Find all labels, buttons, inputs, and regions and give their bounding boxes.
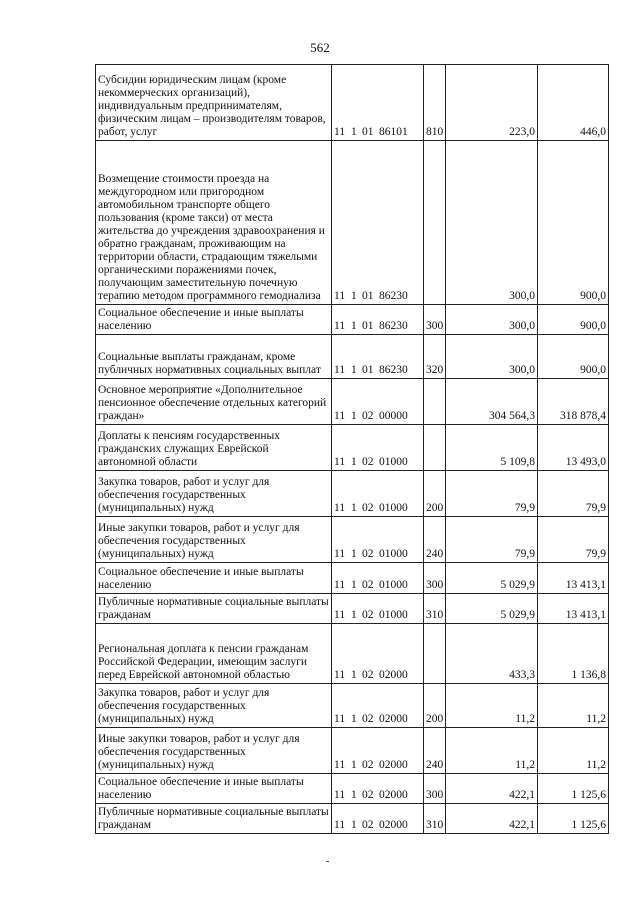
row-expense-type: 810 — [424, 65, 446, 141]
table-row — [96, 728, 609, 774]
table-row — [96, 65, 609, 141]
row-value-2: 13 493,0 — [538, 425, 609, 471]
row-expense-type: 200 — [424, 471, 446, 517]
row-value-2: 13 413,1 — [538, 563, 609, 594]
row-value-1: 300,0 — [446, 305, 538, 335]
table-row — [96, 425, 609, 471]
table-row — [96, 594, 609, 624]
row-value-2: 900,0 — [538, 141, 609, 305]
row-value-2: 79,9 — [538, 471, 609, 517]
row-value-2: 900,0 — [538, 305, 609, 335]
budget-table-body — [96, 65, 609, 834]
row-expense-type: 310 — [424, 594, 446, 624]
row-name: Социальное обеспечение и иные выплаты населению — [96, 563, 332, 594]
row-name: Закупка товаров, работ и услуг для обеспечения государственных (муниципальных) нужд — [96, 684, 332, 728]
row-name: Субсидии юридическим лицам (кроме некоммерческих организаций), индивидуальным предпринимателям, физическим лицам – производителям товаров, работ, услуг — [96, 65, 332, 141]
row-name: Основное мероприятие «Дополнительное пенсионное обеспечение отдельных категорий граждан» — [96, 379, 332, 425]
row-code: 11 1 02 01000 — [332, 594, 424, 624]
row-expense-type: 300 — [424, 563, 446, 594]
table-row — [96, 517, 609, 563]
row-expense-type: 200 — [424, 684, 446, 728]
row-value-1: 223,0 — [446, 65, 538, 141]
row-value-1: 5 029,9 — [446, 563, 538, 594]
row-code: 11 1 02 02000 — [332, 624, 424, 684]
table-row — [96, 804, 609, 834]
table-row — [96, 684, 609, 728]
budget-table — [95, 64, 609, 834]
table-row — [96, 335, 609, 379]
row-value-2: 11,2 — [538, 684, 609, 728]
row-code: 11 1 02 01000 — [332, 471, 424, 517]
row-code: 11 1 01 86101 — [332, 65, 424, 141]
row-expense-type: 320 — [424, 335, 446, 379]
row-expense-type — [424, 141, 446, 305]
row-value-1: 300,0 — [446, 335, 538, 379]
row-value-1: 300,0 — [446, 141, 538, 305]
row-code: 11 1 01 86230 — [332, 141, 424, 305]
footer-mark: - — [326, 856, 330, 867]
row-expense-type — [424, 425, 446, 471]
row-value-2: 318 878,4 — [538, 379, 609, 425]
row-name: Социальные выплаты гражданам, кроме публичных нормативных социальных выплат — [96, 335, 332, 379]
row-value-2: 79,9 — [538, 517, 609, 563]
row-name: Возмещение стоимости проезда на междугородном или пригородном автомобильном транспорте общего пользования (кроме такси) от места жительства до учреждения здравоохранения и обратно гражданам, проживающим на территории области, страдающим тяжелыми органическими поражениями почек, получающим заместительную почечную терапию методом программного гемодиализа — [96, 141, 332, 305]
table-row — [96, 774, 609, 804]
row-value-2: 1 136,8 — [538, 624, 609, 684]
row-name: Закупка товаров, работ и услуг для обеспечения государственных (муниципальных) нужд — [96, 471, 332, 517]
row-name: Доплаты к пенсиям государственных гражданских служащих Еврейской автономной области — [96, 425, 332, 471]
row-value-1: 304 564,3 — [446, 379, 538, 425]
row-value-1: 422,1 — [446, 774, 538, 804]
row-value-1: 79,9 — [446, 517, 538, 563]
row-name: Публичные нормативные социальные выплаты гражданам — [96, 804, 332, 834]
row-code: 11 1 02 01000 — [332, 563, 424, 594]
row-code: 11 1 02 02000 — [332, 774, 424, 804]
row-name: Региональная доплата к пенсии гражданам Российской Федерации, имеющим заслуги перед Еврейской автономной областью — [96, 624, 332, 684]
row-code: 11 1 02 02000 — [332, 804, 424, 834]
row-value-1: 11,2 — [446, 684, 538, 728]
row-value-1: 433,3 — [446, 624, 538, 684]
row-value-2: 1 125,6 — [538, 804, 609, 834]
table-row — [96, 624, 609, 684]
row-name: Иные закупки товаров, работ и услуг для обеспечения государственных (муниципальных) нужд — [96, 517, 332, 563]
row-code: 11 1 02 00000 — [332, 379, 424, 425]
row-value-1: 5 029,9 — [446, 594, 538, 624]
row-value-2: 446,0 — [538, 65, 609, 141]
row-value-1: 422,1 — [446, 804, 538, 834]
row-value-1: 5 109,8 — [446, 425, 538, 471]
row-code: 11 1 02 02000 — [332, 684, 424, 728]
row-value-2: 1 125,6 — [538, 774, 609, 804]
row-name: Социальное обеспечение и иные выплаты населению — [96, 305, 332, 335]
row-name: Публичные нормативные социальные выплаты гражданам — [96, 594, 332, 624]
page-number: 562 — [310, 40, 330, 55]
row-code: 11 1 02 01000 — [332, 517, 424, 563]
row-value-2: 900,0 — [538, 335, 609, 379]
row-name: Социальное обеспечение и иные выплаты населению — [96, 774, 332, 804]
table-row — [96, 141, 609, 305]
row-value-2: 11,2 — [538, 728, 609, 774]
row-value-1: 79,9 — [446, 471, 538, 517]
row-expense-type — [424, 379, 446, 425]
row-expense-type — [424, 624, 446, 684]
row-expense-type: 240 — [424, 517, 446, 563]
row-expense-type: 300 — [424, 774, 446, 804]
row-value-2: 13 413,1 — [538, 594, 609, 624]
row-code: 11 1 01 86230 — [332, 305, 424, 335]
row-expense-type: 310 — [424, 804, 446, 834]
row-code: 11 1 02 02000 — [332, 728, 424, 774]
table-row — [96, 305, 609, 335]
table-row — [96, 471, 609, 517]
row-value-1: 11,2 — [446, 728, 538, 774]
row-code: 11 1 01 86230 — [332, 335, 424, 379]
row-code: 11 1 02 01000 — [332, 425, 424, 471]
row-name: Иные закупки товаров, работ и услуг для обеспечения государственных (муниципальных) нужд — [96, 728, 332, 774]
table-row — [96, 379, 609, 425]
row-expense-type: 240 — [424, 728, 446, 774]
table-row — [96, 563, 609, 594]
row-expense-type: 300 — [424, 305, 446, 335]
